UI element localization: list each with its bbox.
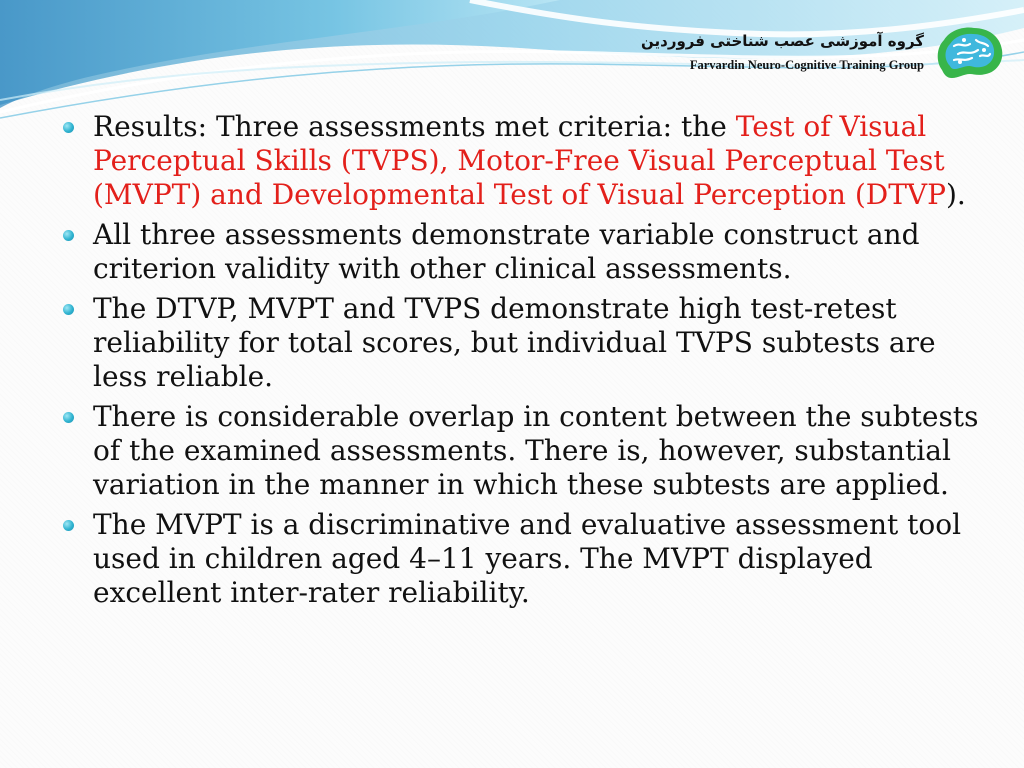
bullet-icon <box>63 412 74 423</box>
bullet-text: All three assessments demonstrate variable construct and criterion validity with other clinical assessments. <box>93 218 920 285</box>
brain-icon <box>934 22 1006 84</box>
bullet-icon <box>63 230 74 241</box>
bullet-list <box>60 110 980 610</box>
logo-english-name: Farvardin Neuro-Cognitive Training Group <box>689 58 924 73</box>
bullet-icon <box>63 122 74 133</box>
logo-text <box>641 33 924 73</box>
bullet-text: There is considerable overlap in content between the subtests of the examined assessments. There is, however, substantial variation in the manner in which these subtests are applied. <box>93 400 979 501</box>
bullet-text: The DTVP, MVPT and TVPS demonstrate high test-retest reliability for total scores, but individual TVPS subtests are less reliable. <box>93 292 936 393</box>
bullet-item-overlap <box>60 400 980 502</box>
bullet-text-suffix: ). <box>945 178 966 211</box>
bullet-item-reliability <box>60 292 980 394</box>
slide-content <box>60 110 980 616</box>
bullet-item-mvpt <box>60 508 980 610</box>
logo-persian-name: گروه آموزشی عصب شناختی فروردین <box>641 32 924 51</box>
logo <box>641 18 1006 88</box>
bullet-text-highlight: Test of Visual Perceptual Skills (TVPS), Motor-Free Visual Perceptual Test (MVPT) and Developmental Test of Visual Perception (DTVP <box>93 110 946 211</box>
bullet-text-prefix: Results: Three assessments met criteria: the <box>93 110 736 143</box>
bullet-item-results <box>60 110 980 212</box>
bullet-item-validity <box>60 218 980 286</box>
bullet-icon <box>63 520 74 531</box>
bullet-icon <box>63 304 74 315</box>
bullet-text: The MVPT is a discriminative and evaluative assessment tool used in children aged 4–11 years. The MVPT displayed excellent inter-rater reliability. <box>93 508 962 609</box>
